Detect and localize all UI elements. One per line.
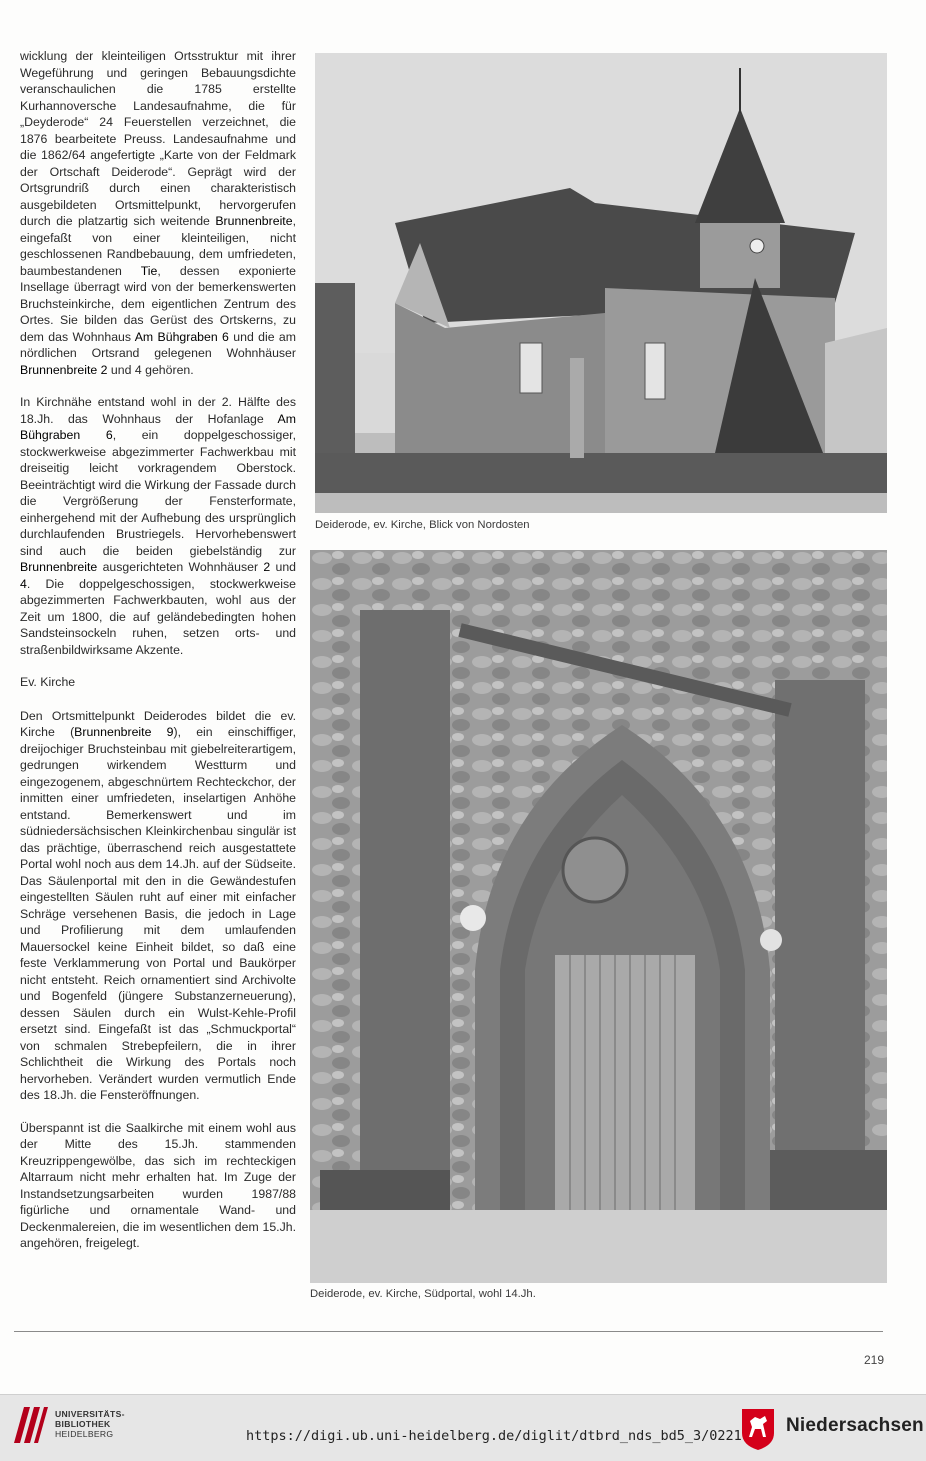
text-run: und die am nördlichen Ortsrand gelegenen Wohnhäuser: [20, 329, 296, 360]
emphasized-address: Brunnenbreite: [215, 214, 293, 228]
paragraph-4: [20, 1120, 296, 1252]
photo-2-caption: Deiderode, ev. Kirche, Südportal, wohl 14.Jh.: [310, 1288, 536, 1300]
permalink-url[interactable]: https://digi.ub.uni-heidelberg.de/diglit/dtbrd_nds_bd5_3/0221: [246, 1428, 742, 1444]
university-library-name[interactable]: [55, 1409, 125, 1439]
ub-line-3: HEIDELBERG: [55, 1429, 114, 1439]
paragraph-1: [20, 48, 296, 378]
ub-line-1: UNIVERSITÄTS-: [55, 1409, 125, 1419]
text-run: und 4 gehören.: [107, 362, 194, 377]
text-run: ausgerichteten Wohnhäuser: [97, 560, 264, 574]
emphasized-address: Brunnenbreite 2: [20, 362, 108, 377]
niedersachsen-label[interactable]: Niedersachsen: [786, 1415, 924, 1436]
emphasized-address: 4: [20, 576, 27, 591]
text-run: Den Ortsmittelpunkt Deiderodes bildet die ev. Kirche (: [20, 708, 296, 739]
niedersachsen-horse-icon[interactable]: [740, 1407, 776, 1451]
text-run: , eingefaßt von einer kleinteiligen, nicht geschlossenen Randbebauung, dem umfriedeten, baumbestandenen: [20, 214, 296, 278]
emphasized-address: Tie: [140, 263, 158, 278]
ub-line-2: BIBLIOTHEK: [55, 1419, 111, 1429]
paragraph-3: [20, 708, 296, 1104]
emphasized-address: Am Bühgraben 6: [20, 411, 296, 442]
viewer-footer: [0, 1394, 926, 1461]
text-run: In Kirchnähe entstand wohl in der 2. Hälfte des 18.Jh. das Wohnhaus der Hofanlage: [20, 395, 296, 426]
emphasized-address: Am Bühgraben 6: [134, 329, 229, 344]
university-library-logo-icon[interactable]: [10, 1403, 50, 1449]
footer-rule: [14, 1331, 883, 1332]
emphasized-address: Brunnenbreite 9: [74, 725, 174, 739]
section-heading: Ev. Kirche: [20, 675, 76, 689]
text-run: , ein doppelgeschossiger, stockwerkweise abgezimmerter Fachwerkbau mit dreiseitig leicht vorkragendem Oberstock. Beeinträchtigt wird die Wirkung der Fassade durch die Vergrößerung der Fensterformate, einhergehend mit der Aufhebung des ursprünglich durchlaufenden Brustriegels. Hervorhebenswert sind auch die beiden giebelständig zur: [20, 428, 296, 558]
emphasized-address: Brunnenbreite: [20, 560, 98, 574]
text-run: . Die doppelgeschossigen, stockwerkweise abgezimmerten Fachwerkbauten, wohl aus der Zeit um 1800, die auf geländebedingten hohen Sandsteinsockeln ruhen, setzen orts- und straßenbildwirksame Akzente.: [20, 576, 296, 657]
text-run: ), ein einschiffiger, dreijochiger Bruchsteinbau mit giebelreiterartigem, gedrungen wirkendem Westturm und eingezogenem, abgeschnürtem Rechteckchor, der inmitten einer umfriedeten, inselartigen Anhöhe entstand. Bemerkenswert und im südniedersächsischen Kleinkirchenbau singulär ist das prächtige, überraschend reich ausgestattete Portal wohl noch aus dem 14.Jh. auf der Südseite. Das Säulenportal mit den in die Gewändestufen eingestellten Säulen ruht auf einer mit einfacher Schräge versehenen Basis, die jedoch in Lage und Profilierung mit dem umlaufenden Mauersockel keine Einheit bildet, so daß eine feste Verklammerung von Portal und Baukörper nicht entsteht. Reich ornamentiert sind Archivolte und Bogenfeld (jüngere Substanzerneuerung), dessen Säulen durch ein Wulst-Kehle-Profil ersetzt sind. Eingefaßt ist das „Schmuckportal“ von schmalen Strebepfeilern, die in ihrer Schlichtheit die Wirkung des Portals noch hervorheben. Verändert wurden vermutlich Ende des 18.Jh. die Fensteröffnungen.: [20, 725, 296, 1102]
page-number: 219: [863, 1353, 884, 1367]
text-run: wicklung der kleinteiligen Ortsstruktur mit ihrer Wegeführung und geringen Bebauungsdichte veranschaulichen die 1785 erstellte Kurhannoversche Landesaufnahme, die für „Deyderode“ 24 Feuerstellen verzeichnet, die 1876 bearbeitete Preuss. Landesaufnahme und die 1862/64 angefertigte „Karte von der Feldmark der Ortschaft Deiderode“. Geprägt wird der Ortsgrundriß durch einen charakteristisch ausgebildeten Ortsmittelpunkt, hervorgerufen durch die platzartig sich weitende: [20, 49, 296, 228]
church-exterior-photo: [315, 53, 887, 513]
photo-1-caption: Deiderode, ev. Kirche, Blick von Nordosten: [315, 519, 530, 531]
emphasized-address: 2: [263, 560, 271, 574]
text-column: [20, 48, 296, 1268]
text-run: Überspannt ist die Saalkirche mit einem wohl aus der Mitte des 15.Jh. stammenden Kreuzrippengewölbe, das sich im rechteckigen Altarraum nicht mehr erhalten hat. Im Zuge der Instandsetzungsarbeiten wurden 1987/88 figürliche und ornamentale Wand- und Deckenmalereien, die im wesentlichen dem 15.Jh. angehören, freigelegt.: [20, 1120, 296, 1250]
church-portal-photo: [310, 550, 887, 1283]
paragraph-2: [20, 394, 296, 658]
text-run: , dessen exponierte Insellage überragt wird von der bemerkenswerten Bruchsteinkirche, dem eigentlichen Zentrum des Ortes. Sie bilden das Gerüst des Ortskerns, zu dem das Wohnhaus: [20, 263, 297, 344]
text-run: und: [270, 560, 297, 574]
